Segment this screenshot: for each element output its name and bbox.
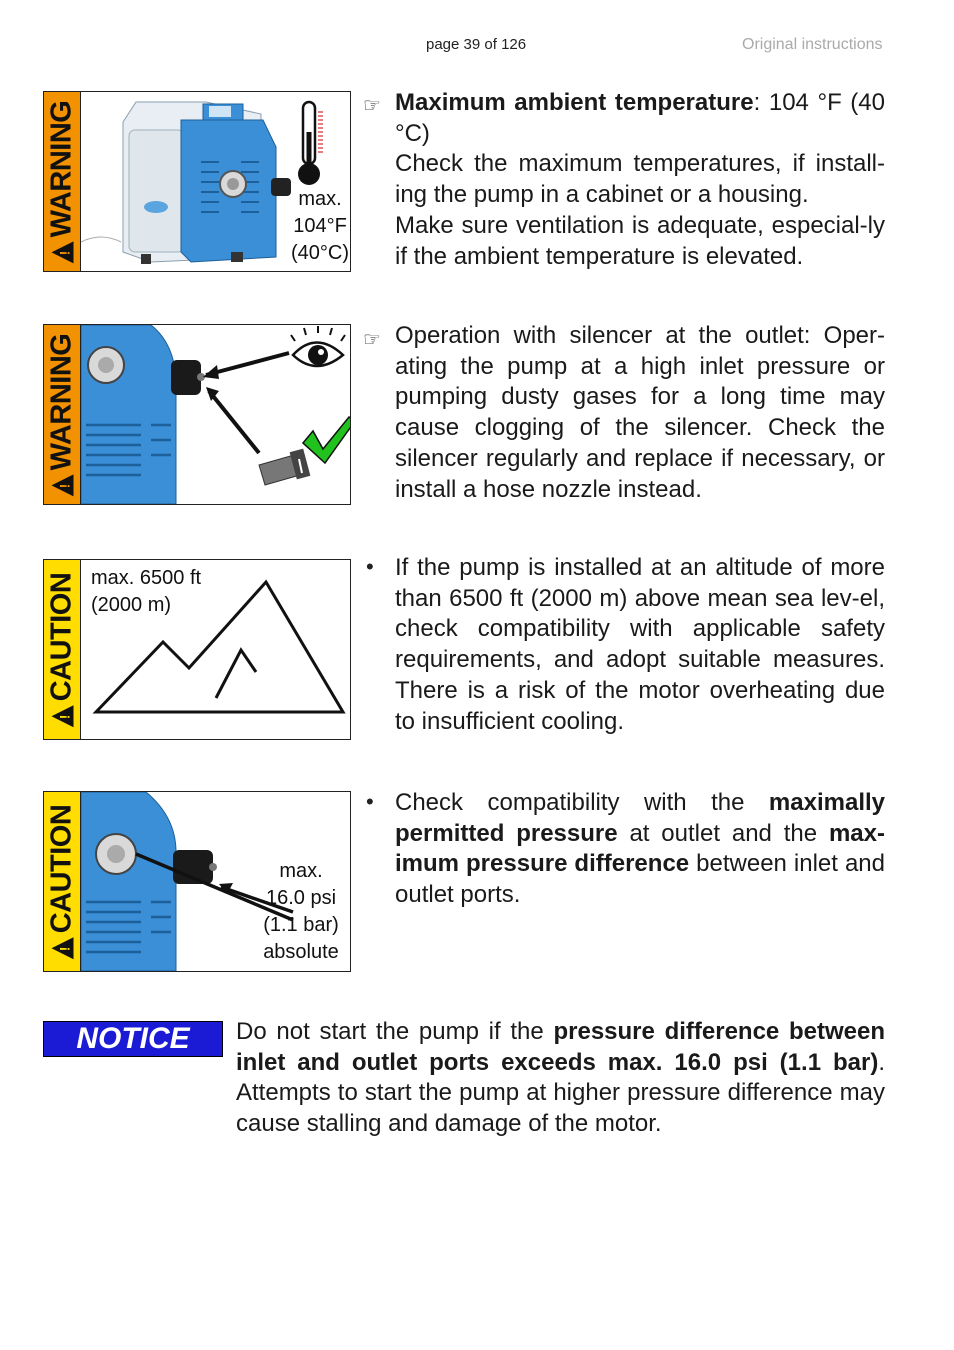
- pressure-label-bar: (1.1 bar): [263, 914, 339, 936]
- document-type: Original instructions: [742, 36, 883, 53]
- caution-sidebar: [44, 792, 81, 971]
- warning-panel-temperature: [43, 91, 351, 272]
- warning-label: WARNING: [45, 333, 78, 470]
- silencer-text: Operation with silencer at the outlet: Oper-ating the pump at a high inlet pressure or pumping dusty gases for a long time may cause clogging of the silencer. Check the silencer regularly and replace if necessary, or install a hose nozzle instead.: [395, 322, 885, 503]
- warning-sidebar: [44, 92, 81, 271]
- bullet-dot: •: [366, 789, 374, 814]
- altitude-label-ft: max. 6500 ft: [91, 567, 202, 589]
- caution-triangle-icon: !: [51, 937, 73, 959]
- notice-badge: NOTICE: [43, 1021, 223, 1057]
- pressure-text: Check compatibility with the maximally permitted pressure at outlet and the max-imum pressure difference between inlet and outlet ports.: [395, 789, 886, 909]
- bullet-dot: •: [366, 554, 374, 579]
- pump-temperature-illustration: [81, 92, 350, 271]
- pressure-label-max: max.: [279, 860, 323, 882]
- silencer-illustration: [81, 325, 350, 504]
- warning-label: WARNING: [45, 100, 78, 237]
- page-number: page 39 of 126: [426, 36, 527, 53]
- caution-panel-pressure: [43, 791, 351, 972]
- hand-bullet-icon: ☞: [363, 329, 381, 351]
- temp-label-f: 104°F: [293, 215, 347, 237]
- pressure-label-psi: 16.0 psi: [265, 887, 337, 909]
- eye-icon: [291, 326, 345, 366]
- hand-bullet-icon: ☞: [363, 95, 381, 117]
- caution-label: CAUTION: [45, 572, 78, 701]
- pressure-label-absolute: absolute: [263, 941, 339, 963]
- caution-label: CAUTION: [45, 804, 78, 933]
- temp-label-max: max.: [298, 188, 342, 210]
- mountain-illustration: [81, 560, 350, 739]
- hose-nozzle-icon: [259, 449, 310, 485]
- pump-pressure-illustration: [81, 792, 350, 971]
- warning-triangle-icon: !: [51, 241, 73, 263]
- temperature-text: Maximum ambient temperature: 104 °F (40 °C) Check the maximum temperatures, if install-ing the pump in a cabinet or a housing. Make sure ventilation is adequate, especial-ly if the ambient temperature is elevated.: [395, 89, 885, 270]
- caution-sidebar: [44, 560, 81, 739]
- temp-label-c: (40°C): [291, 242, 350, 264]
- caution-triangle-icon: !: [51, 705, 73, 727]
- altitude-text: If the pump is installed at an altitude of more than 6500 ft (2000 m) above mean sea lev-el, check compatibility with applicable safety requirements, and adopt suitable measures. There is a risk of the motor overheating due to insufficient cooling.: [395, 554, 885, 735]
- thermometer-icon: [298, 102, 323, 185]
- warning-triangle-icon: !: [51, 474, 73, 496]
- altitude-label-m: (2000 m): [91, 594, 172, 616]
- caution-panel-altitude: [43, 559, 351, 740]
- notice-text: Do not start the pump if the pressure difference between inlet and outlet ports exceeds max. 16.0 psi (1.1 bar). Attempts to start the pump at higher pressure difference may cause stalling and damage of the motor.: [236, 1018, 886, 1138]
- warning-sidebar: [44, 325, 81, 504]
- checkmark-icon: [303, 417, 351, 463]
- warning-panel-silencer: [43, 324, 351, 505]
